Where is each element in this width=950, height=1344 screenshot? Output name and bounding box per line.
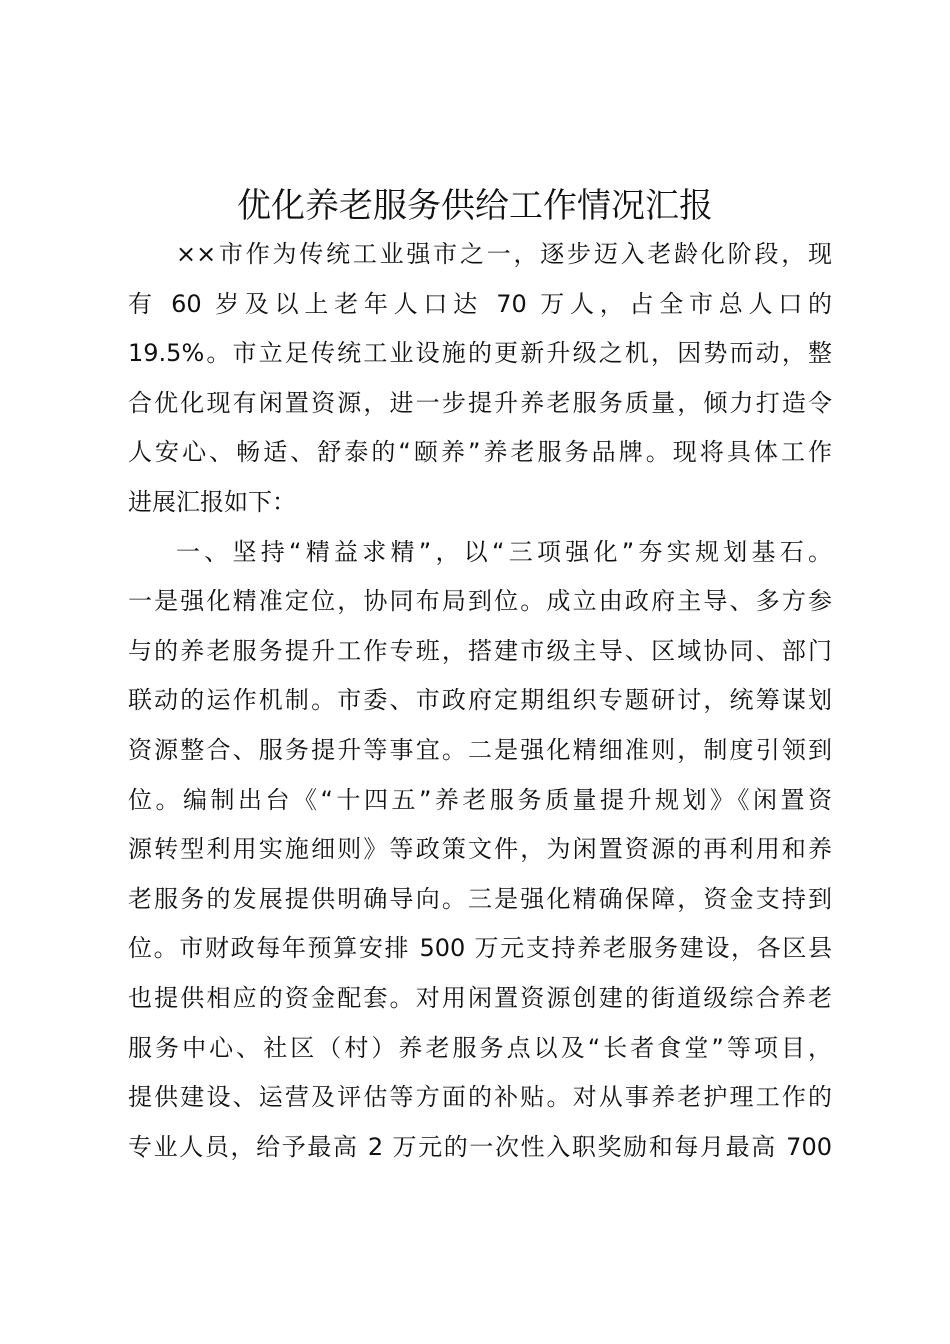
body-text-line: 与的养老服务提升工作专班，搭建市级主导、区域协同、部门	[128, 636, 832, 665]
body-text-line: 源转型利用实施细则》等政策文件，为闲置资源的再利用和养	[128, 835, 832, 864]
body-text-line: 也提供相应的资金配套。对用闲置资源创建的街道级综合养老	[128, 983, 832, 1012]
body-text-line: 合优化现有闲置资源，进一步提升养老服务质量，倾力打造令	[128, 388, 832, 417]
body-text-line: ××市作为传统工业强市之一，逐步迈入老龄化阶段，现	[176, 240, 832, 268]
body-text-line: 有 60 岁及以上老年人口达 70 万人，占全市总人口的	[128, 289, 832, 318]
body-text-line: 19.5%。市立足传统工业设施的更新升级之机，因势而动，整	[128, 339, 832, 368]
body-text-line: 专业人员，给予最高 2 万元的一次性入职奖励和每月最高 700	[128, 1132, 832, 1161]
body-text-line: 一是强化精准定位，协同布局到位。成立由政府主导、多方参	[128, 587, 832, 616]
body-text-line: 老服务的发展提供明确导向。三是强化精确保障，资金支持到	[128, 884, 832, 913]
body-text-line: 位。市财政每年预算安排 500 万元支持养老服务建设，各区县	[128, 934, 832, 963]
body-text-line: 资源整合、服务提升等事宜。二是强化精细准则，制度引领到	[128, 735, 832, 764]
body-text-line: 进展汇报如下：	[128, 487, 296, 516]
body-text-line: 联动的运作机制。市委、市政府定期组织专题研讨，统筹谋划	[128, 686, 832, 715]
body-text-line: 位。编制出台《“十四五”养老服务质量提升规划》《闲置资	[128, 785, 832, 814]
body-text-line: 服务中心、社区（村）养老服务点以及“长者食堂”等项目，	[128, 1033, 832, 1062]
document-title: 优化养老服务供给工作情况汇报	[237, 186, 713, 226]
body-text-line: 人安心、畅适、舒泰的“颐养”养老服务品牌。现将具体工作	[128, 438, 832, 467]
body-text-line: 提供建设、运营及评估等方面的补贴。对从事养老护理工作的	[128, 1083, 832, 1112]
body-text-line: 一、坚持“精益求精”，以“三项强化”夯实规划基石。	[176, 537, 832, 566]
document-body	[128, 230, 832, 1172]
